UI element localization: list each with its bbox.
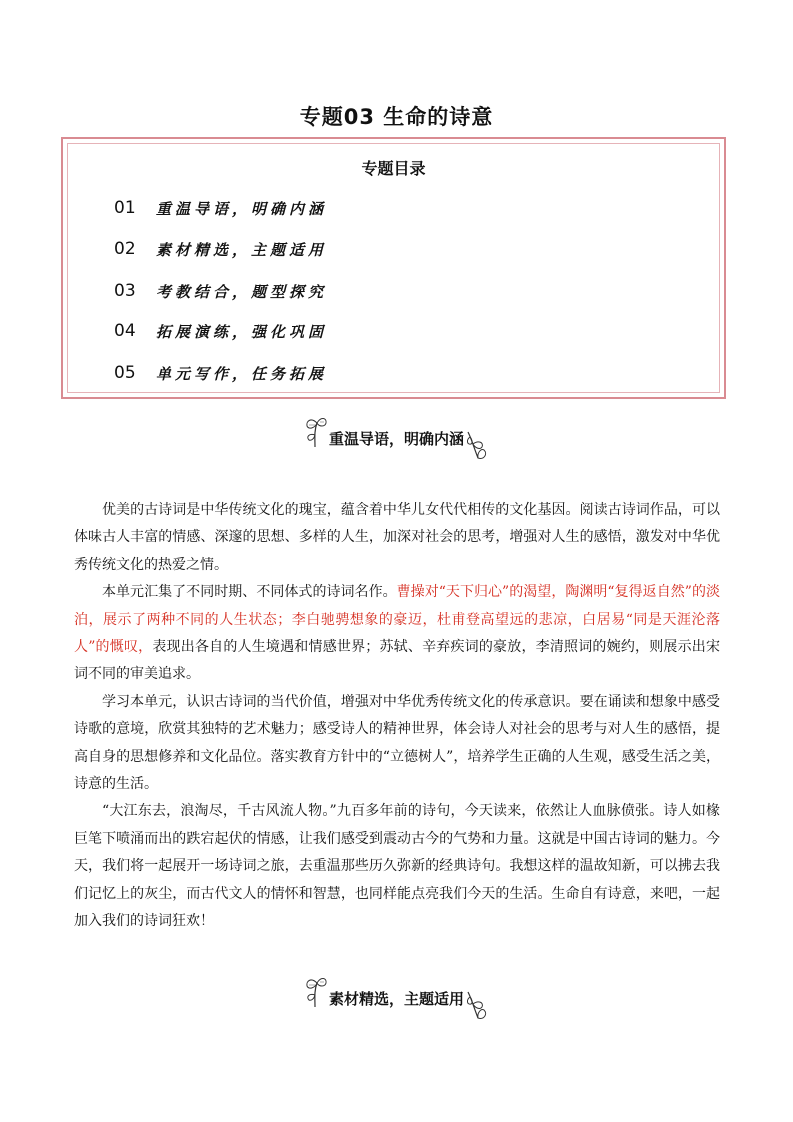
paragraph-text: 表现出各自的人生境遇和情感世界；苏轼、辛弃疾词的豪放，李清照词的婉约，则展示出宋词不同的审美追求。 (74, 639, 720, 683)
section-heading-materials (0, 978, 793, 1018)
toc-item-label: 单元写作，任务拓展 (156, 364, 328, 383)
toc-item-label: 考教结合，题型探究 (156, 282, 328, 301)
section-title: 素材精选，主题适用 (328, 989, 464, 1008)
page-title: 专题03 生命的诗意 (299, 105, 494, 129)
toc-item-04[interactable] (114, 319, 327, 343)
section-heading-intro (0, 418, 793, 458)
toc-item-label: 重温导语，明确内涵 (156, 199, 328, 218)
highlighted-text: 曹操对“天下归心”的渴望，陶渊明“复得返自然”的淡泊，展示了两种不同的人生状态；李白驰骋想象的豪迈，杜甫登高望远的悲凉，白居易“同是天涯沦落人”的慨叹， (74, 584, 720, 656)
toc-item-05[interactable] (114, 361, 327, 385)
toc-item-number: 05 (114, 363, 136, 383)
toc-item-01[interactable] (114, 196, 327, 220)
toc-item-number: 03 (114, 281, 136, 301)
toc-item-label: 素材精选，主题适用 (156, 240, 328, 259)
paragraph-text: 本单元汇集了不同时期、不同体式的诗词名作。 (102, 584, 397, 601)
toc-heading: 专题目录 (361, 159, 426, 178)
paragraph (74, 579, 720, 689)
section-title: 重温导语，明确内涵 (328, 429, 464, 448)
toc-item-number: 04 (114, 321, 136, 341)
paragraph: “大江东去，浪淘尽，千古风流人物。”九百多年前的诗句，今天读来，依然让人血脉偾张。诗人如椽巨笔下喷涌而出的跌宕起伏的情感，让我们感受到震动古今的气势和力量。这就是中国古诗词的魅力。今天，我们将一起展开一场诗词之旅，去重温那些历久弥新的经典诗句。我想这样的温故知新，可以拂去我们记忆上的灰尘，而古代文人的情怀和智慧，也同样能点亮我们今天的生活。生命自有诗意，来吧，一起加入我们的诗词狂欢！ (74, 803, 720, 930)
table-of-contents (61, 137, 726, 399)
toc-item-03[interactable] (114, 279, 327, 303)
toc-item-label: 拓展演练，强化巩固 (156, 322, 328, 341)
intro-text (74, 497, 720, 936)
toc-item-number: 02 (114, 239, 136, 259)
toc-item-number: 01 (114, 198, 136, 218)
paragraph: 学习本单元，认识古诗词的当代价值，增强对中华优秀传统文化的传承意识。要在诵读和想象中感受诗歌的意境，欣赏其独特的艺术魅力；感受诗人的精神世界，体会诗人对社会的思考与对人生的感悟，提高自身的思想修养和文化品位。落实教育方针中的“立德树人”，培养学生正确的人生观，感受生活之美，诗意的生活。 (74, 693, 720, 793)
paragraph: 优美的古诗词是中华传统文化的瑰宝，蕴含着中华儿女代代相传的文化基因。阅读古诗词作品，可以体味古人丰富的情感、深邃的思想、多样的人生，加深对社会的思考，增强对人生的感悟，激发对中华优秀传统文化的热爱之情。 (74, 502, 720, 573)
toc-item-02[interactable] (114, 237, 327, 261)
